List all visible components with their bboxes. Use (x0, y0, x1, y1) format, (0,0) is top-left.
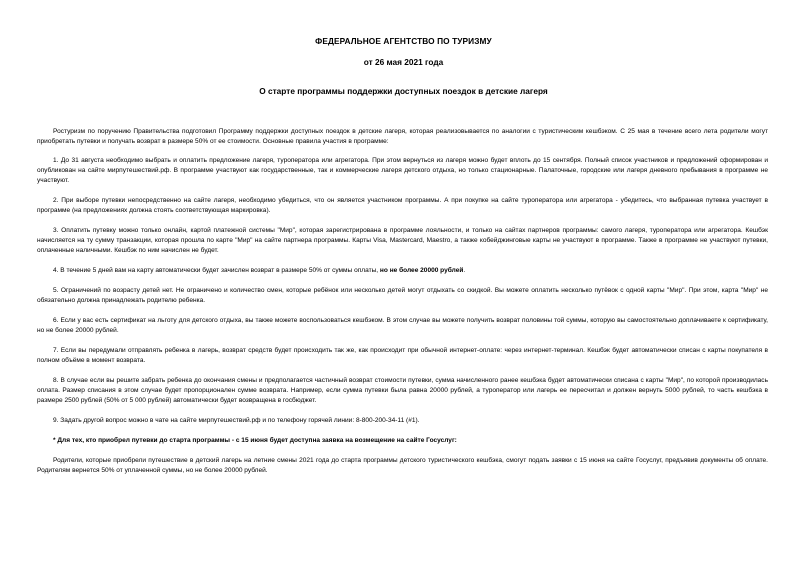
rule-4-end: . (463, 267, 466, 274)
rule-4-limit: но не более 20000 рублей (379, 267, 464, 274)
rule-paragraph-6: 6. Если у вас есть сертификат на льготу для детского отдыха, вы также можете воспользоваться кешбэком. В этом случае вы можете получить возврат половины той суммы, которую вы самостоятельно доплачиваете к сертификату, но не более 20000 рублей. (37, 317, 768, 334)
rule-paragraph-4 (37, 266, 768, 276)
rule-paragraph-1: 1. До 31 августа необходимо выбрать и оплатить предложение лагеря, туроператора или агрегатора. При этом вернуться из лагеря можно будет вплоть до 15 сентября. Полный список участников и предложений сформирован и опубликован на сайте мирпутешествий.рф. В программе участвуют как государственные, так и коммерческие лагеря детского отдыха, но только стационарные. Палаточные, городские или лагеря дневного пребывания в программе не участвуют. (37, 157, 768, 184)
rule-paragraph-3: 3. Оплатить путевку можно только онлайн, картой платежной системы "Мир", которая зарегистрирована в программе лояльности, и только на сайтах партнеров программы: самого лагеря, туроператора или агрегатора. Кешбэк начисляется на ту сумму транзакции, которая прошла по карте "Мир" на сайте партнера программы. Карты Visa, Mastercard, Maestro, а также кобейджинговые карты не участвуют в программе. Также в программе не участвуют путевки, оплаченные наличными. Кешбэк по ним начислен не будет. (37, 227, 768, 254)
document-body (37, 127, 768, 476)
rule-paragraph-5: 5. Ограничений по возрасту детей нет. Не ограничено и количество смен, которые ребёнок или несколько детей могут отдыхать со скидкой. Вы можете оплатить несколько путёвок с одной карты "Мир". При этом, карта "Мир" не обязательно должна принадлежать родителю ребенка. (37, 287, 768, 304)
document-date: от 26 мая 2021 года (363, 57, 444, 67)
rule-paragraph-7: 7. Если вы передумали отправлять ребенка в лагерь, возврат средств будет происходить так же, как происходит при обычной интернет-оплате: через интернет-терминал. Кешбэк будет автоматически списан с карты покупателя в полном объёме в момент возврата. (37, 347, 768, 364)
rule-paragraph-8: 8. В случае если вы решите забрать ребенка до окончания смены и предполагается частичный возврат стоимости путевки, сумма начисленного ранее кешбэка будет автоматически списана с карты "Мир", по которой производилась оплата. Размер списания в этом случае будет пропорционален сумме возврата. Например, если сумма путевки была равна 20000 рублей, а туроператор или лагерь ее пересчитал и должен вернуть 5000 рублей, то часть кешбэка в размере 2500 рублей (50% от 5 000 рублей) автоматически будет возвращена в госбюджет. (37, 377, 768, 404)
intro-paragraph: Ростуризм по поручению Правительства подготовил Программу поддержки доступных поездок в детские лагеря, которая реализовывается по аналогии с туристическим кешбэком. С 25 мая в течение всего лета родители могут приобретать путевки и получать возврат в размере 50% от ее стоимости. Основные правила участия в программе: (37, 128, 768, 145)
gosuslugi-note: * Для тех, кто приобрел путевки до старта программы - с 15 июня будет доступна заявка на возмещение на сайте Госуслуг: (53, 437, 457, 444)
rule-paragraph-2: 2. При выборе путевки непосредственно на сайте лагеря, необходимо убедиться, что он является участником программы. А при покупке на сайте туроператора или агрегатора - убедитесь, что выбранная путевка участвует в программе (на предложениях должна стоять соответствующая маркировка). (37, 197, 768, 214)
final-paragraph: Родители, которые приобрели путешествие в детский лагерь на летние смены 2021 года до старта программы детского туристического кешбэка, смогут подать заявки с 15 июня на сайте Госуслуг, предъявив документы об оплате. Родителям вернется 50% от уплаченной суммы, но не более 20000 рублей. (37, 457, 768, 474)
document-title: О старте программы поддержки доступных поездок в детские лагеря (259, 86, 548, 96)
rule-4-text: 4. В течение 5 дней вам на карту автоматически будет зачислен возврат в размере 50% от суммы оплаты, (53, 267, 380, 274)
rule-paragraph-9: 9. Задать другой вопрос можно в чате на сайте мирпутешествий.рф и по телефону горячей линии: 8-800-200-34-11 (#1). (53, 417, 420, 424)
agency-heading: ФЕДЕРАЛЬНОЕ АГЕНТСТВО ПО ТУРИЗМУ (315, 36, 492, 46)
